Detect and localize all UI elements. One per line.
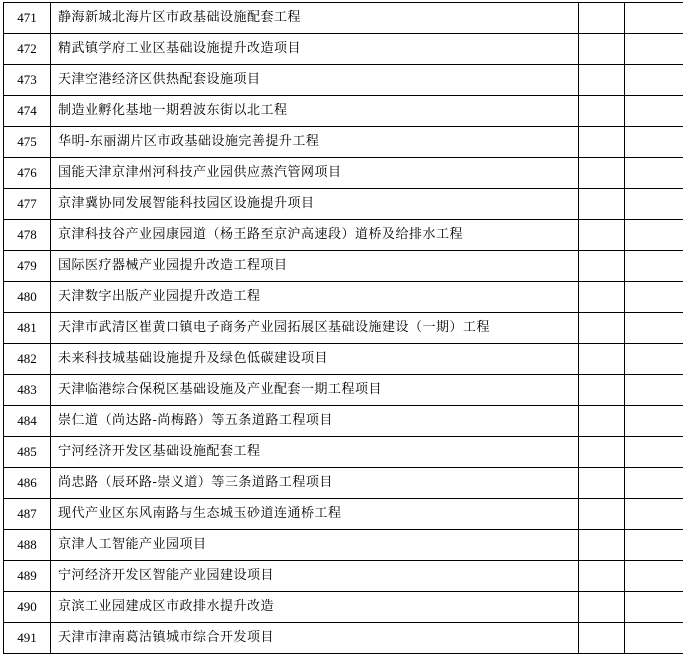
empty-cell — [579, 220, 625, 251]
empty-cell — [579, 437, 625, 468]
project-name-cell: 宁河经济开发区智能产业园建设项目 — [51, 561, 579, 592]
empty-cell — [625, 313, 683, 344]
row-number-cell: 478 — [4, 220, 51, 251]
table-row — [4, 561, 683, 592]
table-row — [4, 282, 683, 313]
project-name-cell: 精武镇学府工业区基础设施提升改造项目 — [51, 34, 579, 65]
empty-cell — [625, 282, 683, 313]
row-number-cell: 491 — [4, 623, 51, 654]
project-name-cell: 未来科技城基础设施提升及绿色低碳建设项目 — [51, 344, 579, 375]
table-row — [4, 375, 683, 406]
empty-cell — [579, 375, 625, 406]
empty-cell — [579, 282, 625, 313]
project-name-cell: 崇仁道（尚达路-尚梅路）等五条道路工程项目 — [51, 406, 579, 437]
row-number-cell: 489 — [4, 561, 51, 592]
table-row — [4, 189, 683, 220]
empty-cell — [625, 344, 683, 375]
empty-cell — [625, 220, 683, 251]
empty-cell — [579, 623, 625, 654]
row-number-cell: 477 — [4, 189, 51, 220]
row-number-cell: 471 — [4, 3, 51, 34]
empty-cell — [625, 623, 683, 654]
empty-cell — [625, 406, 683, 437]
empty-cell — [579, 313, 625, 344]
table-row — [4, 127, 683, 158]
table-row — [4, 437, 683, 468]
empty-cell — [625, 561, 683, 592]
empty-cell — [625, 158, 683, 189]
row-number-cell: 486 — [4, 468, 51, 499]
empty-cell — [579, 344, 625, 375]
row-number-cell: 479 — [4, 251, 51, 282]
empty-cell — [625, 251, 683, 282]
empty-cell — [625, 499, 683, 530]
row-number-cell: 482 — [4, 344, 51, 375]
project-name-cell: 京津冀协同发展智能科技园区设施提升项目 — [51, 189, 579, 220]
empty-cell — [579, 592, 625, 623]
project-name-cell: 天津市津南葛沽镇城市综合开发项目 — [51, 623, 579, 654]
table-row — [4, 158, 683, 189]
empty-cell — [579, 251, 625, 282]
table-row — [4, 65, 683, 96]
project-name-cell: 天津临港综合保税区基础设施及产业配套一期工程项目 — [51, 375, 579, 406]
row-number-cell: 483 — [4, 375, 51, 406]
empty-cell — [579, 158, 625, 189]
empty-cell — [625, 127, 683, 158]
empty-cell — [625, 375, 683, 406]
empty-cell — [625, 437, 683, 468]
empty-cell — [625, 3, 683, 34]
project-name-cell: 京津科技谷产业园康园道（杨王路至京沪高速段）道桥及给排水工程 — [51, 220, 579, 251]
row-number-cell: 476 — [4, 158, 51, 189]
empty-cell — [579, 3, 625, 34]
empty-cell — [579, 127, 625, 158]
empty-cell — [579, 468, 625, 499]
row-number-cell: 484 — [4, 406, 51, 437]
empty-cell — [625, 34, 683, 65]
empty-cell — [625, 65, 683, 96]
empty-cell — [579, 65, 625, 96]
table-row — [4, 406, 683, 437]
empty-cell — [579, 530, 625, 561]
project-name-cell: 天津数字出版产业园提升改造工程 — [51, 282, 579, 313]
project-name-cell: 制造业孵化基地一期碧波东街以北工程 — [51, 96, 579, 127]
table-row — [4, 530, 683, 561]
row-number-cell: 480 — [4, 282, 51, 313]
table-row — [4, 344, 683, 375]
row-number-cell: 474 — [4, 96, 51, 127]
empty-cell — [579, 561, 625, 592]
empty-cell — [625, 592, 683, 623]
table-row — [4, 499, 683, 530]
row-number-cell: 485 — [4, 437, 51, 468]
table-row — [4, 96, 683, 127]
table-row — [4, 592, 683, 623]
row-number-cell: 488 — [4, 530, 51, 561]
row-number-cell: 481 — [4, 313, 51, 344]
project-name-cell: 静海新城北海片区市政基础设施配套工程 — [51, 3, 579, 34]
row-number-cell: 487 — [4, 499, 51, 530]
project-name-cell: 宁河经济开发区基础设施配套工程 — [51, 437, 579, 468]
empty-cell — [625, 189, 683, 220]
table-row — [4, 623, 683, 654]
project-name-cell: 京滨工业园建成区市政排水提升改造 — [51, 592, 579, 623]
empty-cell — [579, 499, 625, 530]
table-row — [4, 468, 683, 499]
row-number-cell: 472 — [4, 34, 51, 65]
empty-cell — [579, 34, 625, 65]
project-name-cell: 国能天津京津州河科技产业园供应蒸汽管网项目 — [51, 158, 579, 189]
table-row — [4, 313, 683, 344]
project-table — [3, 2, 683, 654]
project-name-cell: 天津空港经济区供热配套设施项目 — [51, 65, 579, 96]
empty-cell — [579, 96, 625, 127]
table-row — [4, 220, 683, 251]
project-name-cell: 现代产业区东风南路与生态城玉砂道连通桥工程 — [51, 499, 579, 530]
empty-cell — [625, 96, 683, 127]
project-table-body — [4, 3, 683, 654]
row-number-cell: 473 — [4, 65, 51, 96]
project-name-cell: 国际医疗器械产业园提升改造工程项目 — [51, 251, 579, 282]
row-number-cell: 490 — [4, 592, 51, 623]
row-number-cell: 475 — [4, 127, 51, 158]
table-row — [4, 251, 683, 282]
empty-cell — [625, 530, 683, 561]
project-name-cell: 华明-东丽湖片区市政基础设施完善提升工程 — [51, 127, 579, 158]
project-name-cell: 天津市武清区崔黄口镇电子商务产业园拓展区基础设施建设（一期）工程 — [51, 313, 579, 344]
project-name-cell: 京津人工智能产业园项目 — [51, 530, 579, 561]
empty-cell — [625, 468, 683, 499]
empty-cell — [579, 406, 625, 437]
empty-cell — [579, 189, 625, 220]
table-row — [4, 3, 683, 34]
project-name-cell: 尚忠路（辰环路-崇义道）等三条道路工程项目 — [51, 468, 579, 499]
table-row — [4, 34, 683, 65]
